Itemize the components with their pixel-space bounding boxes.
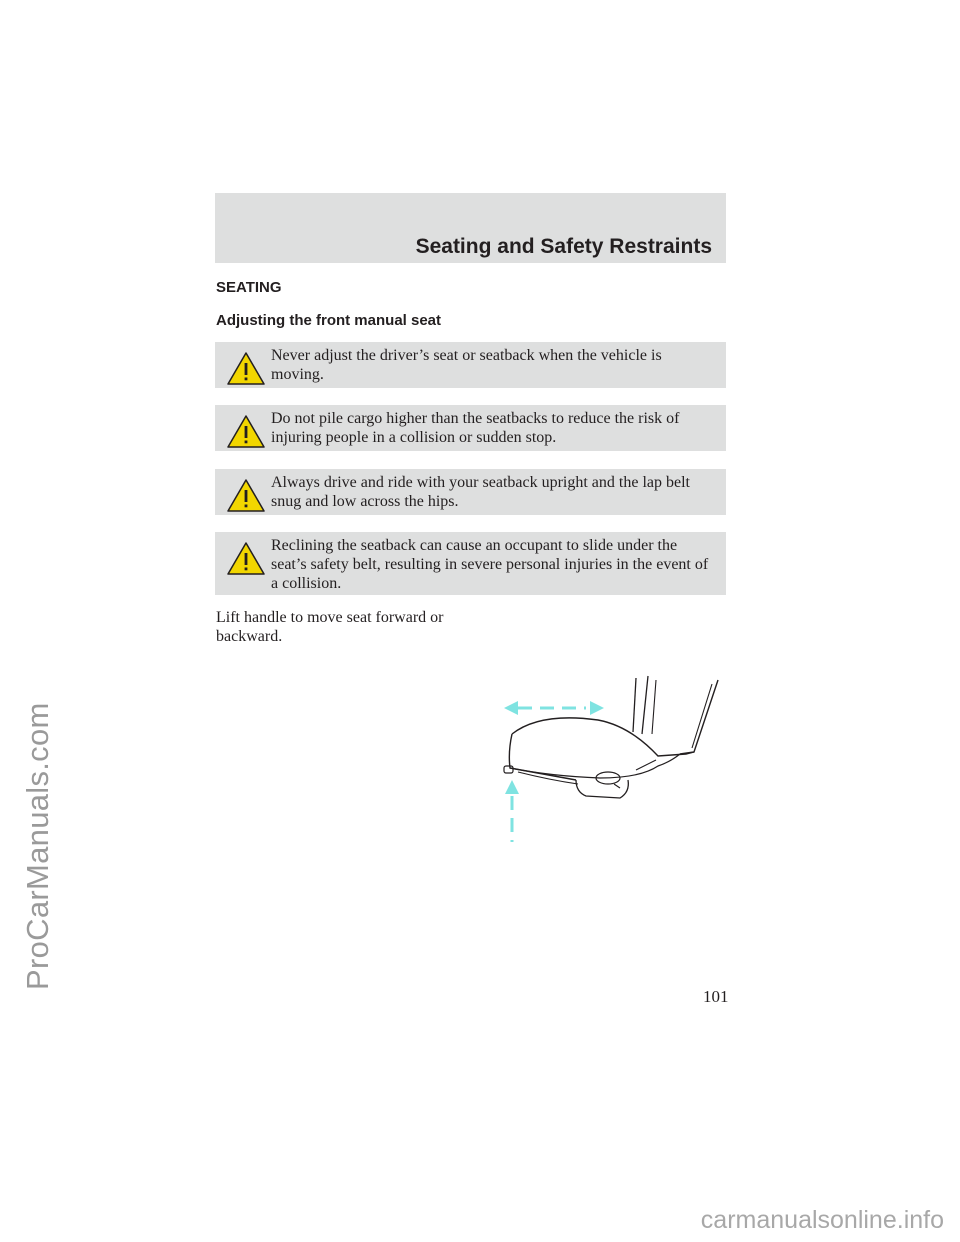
seatback-edge: [633, 678, 636, 732]
warning-triangle-icon: [225, 540, 267, 578]
seat-cushion-top: [512, 718, 694, 756]
forward-backward-arrow: [504, 701, 604, 715]
warning-triangle-icon: [225, 350, 267, 388]
warning-text: Never adjust the driver’s seat or seatback when the vehicle is moving.: [271, 347, 662, 383]
seatback-rear: [680, 680, 718, 754]
seat-adjustment-diagram: [490, 672, 730, 844]
seat-cushion-bottom: [510, 754, 680, 778]
warning-text: Reclining the seatback can cause an occupant to slide under the seat’s safety belt, resulting in severe personal injuries in the event of a collision.: [271, 537, 709, 592]
page-number: 101: [703, 987, 729, 1006]
warning-box: [215, 342, 726, 388]
seat-adjuster-handle: [504, 766, 513, 773]
instruction-text: Lift handle to move seat forward or backward.: [216, 609, 444, 645]
warning-text: Do not pile cargo higher than the seatbacks to reduce the risk of injuring people in a collision or sudden stop.: [271, 410, 680, 446]
section-heading: SEATING: [216, 279, 282, 296]
warning-triangle-icon: [225, 477, 267, 515]
page-header-title: Seating and Safety Restraints: [415, 235, 712, 258]
warning-text: Always drive and ride with your seatback upright and the lap belt snug and low across the hips.: [271, 474, 690, 510]
lift-arrow: [505, 780, 519, 842]
recliner-knob: [614, 784, 620, 788]
footer-url: carmanualsonline.info: [700, 1206, 944, 1234]
seatback-rear: [692, 684, 712, 748]
watermark: ProCarManuals.com: [20, 702, 55, 990]
header-band: [215, 193, 726, 263]
warning-triangle-icon: [225, 413, 267, 451]
seatback-edge: [652, 680, 656, 734]
warning-box: [215, 405, 726, 451]
seatback-edge: [642, 676, 648, 734]
warning-box: [215, 532, 726, 595]
subheading: Adjusting the front manual seat: [216, 312, 442, 329]
warning-box: [215, 469, 726, 515]
